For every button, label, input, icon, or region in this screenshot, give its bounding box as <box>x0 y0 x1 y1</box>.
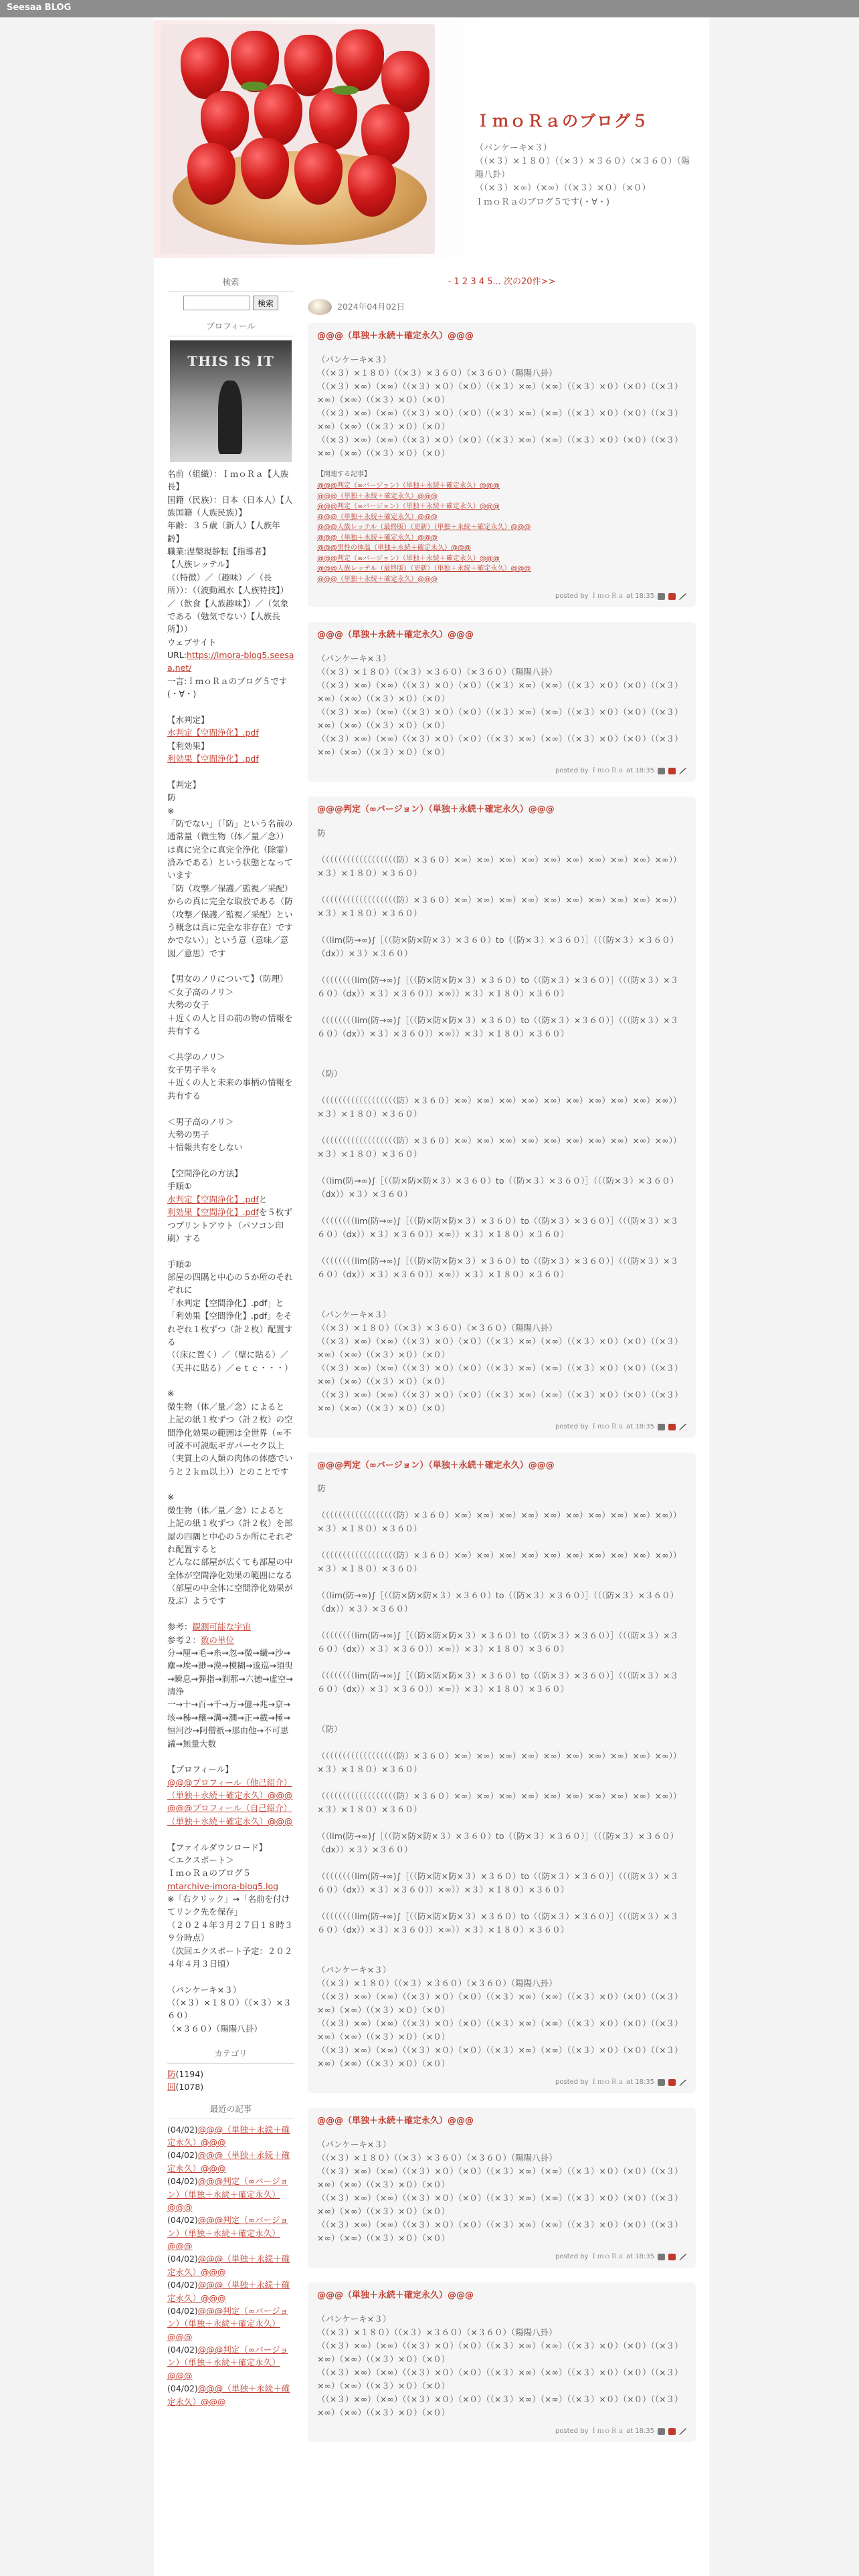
comment-icon[interactable] <box>658 768 665 774</box>
post-entry <box>308 2108 696 2268</box>
category-link[interactable]: 回 <box>167 2081 176 2092</box>
recent-link[interactable]: @@@（単独＋永続＋確定永久）@@@ <box>167 2383 290 2407</box>
related-link[interactable]: @@@（単独＋永続＋確定永久）@@@ <box>317 513 438 521</box>
post-body: （パンケーキ×３） （（×３）×１８０）（（×３）×３６０）（×３６０）（陽陽八卦） （（×３）×∞）（×∞）（（×３）×０）（×０）（（×３）×∞）（×∞）（（×３）×０）（×０）（（×３）×∞）（×∞）（（×３）×０）（×０） （（×３）×∞）（×∞）（（×３）×０）（×０）（（×３）×∞）（×∞）（（×３）×０）（×０）（（×３）×∞）（×∞）（（×３）×０）（×０） （（×３）×∞）（×∞）（（×３）×０）（×０）（（×３）×∞）（×∞）（（×３）×０）（×０）（（×３）×∞）（×∞）（（×３）×０）（×０） <box>317 2314 683 2418</box>
related-link[interactable]: @@@（単独＋永続＋確定永久）@@@ <box>317 492 438 500</box>
recent-item: (04/02)@@@（単独＋永続＋確定永久）@@@ <box>167 2150 290 2173</box>
related-articles <box>317 469 686 585</box>
recent-item: (04/02)@@@（単独＋永続＋確定永久）@@@ <box>167 2124 290 2147</box>
trackback-icon[interactable] <box>668 2428 676 2435</box>
edit-pencil-icon[interactable] <box>679 768 686 774</box>
post-body: （パンケーキ×３） （（×３）×１８０）（（×３）×３６０）（×３６０）（陽陽八卦） （（×３）×∞）（×∞）（（×３）×０）（×０）（（×３）×∞）（×∞）（（×３）×０）（×０）（（×３）×∞）（×∞）（（×３）×０）（×０） （（×３）×∞）（×∞）（（×３）×０）（×０）（（×３）×∞）（×∞）（（×３）×０）（×０）（（×３）×∞）（×∞）（（×３）×０）（×０） （（×３）×∞）（×∞）（（×３）×０）（×０）（（×３）×∞）（×∞）（（×３）×０）（×０）（（×３）×∞）（×∞）（（×３）×０）（×０） <box>317 354 683 458</box>
search-heading: 検索 <box>167 276 294 292</box>
water-judgement-pdf-link-2[interactable]: 水判定【空間浄化】.pdf <box>167 1194 259 1204</box>
post-entry <box>308 323 696 607</box>
post-entry <box>308 2282 696 2442</box>
water-judgement-pdf-link[interactable]: 水判定【空間浄化】.pdf <box>167 728 259 738</box>
search-form <box>167 296 294 310</box>
trackback-icon[interactable] <box>668 593 676 600</box>
seesaa-logo[interactable]: Seesaa BLOG <box>0 0 859 17</box>
related-link[interactable]: @@@判定（∞バージョン）（単独＋永続＋確定永久）@@@ <box>317 482 500 490</box>
effect-pdf-link-2[interactable]: 利効果【空間浄化】.pdf <box>167 1207 259 1218</box>
category-item: 回(1078) <box>167 2081 204 2092</box>
edit-pencil-icon[interactable] <box>679 2428 686 2435</box>
comment-icon[interactable] <box>658 1424 665 1430</box>
search-input[interactable] <box>183 296 250 310</box>
trackback-icon[interactable] <box>668 768 676 774</box>
comment-icon[interactable] <box>658 593 665 600</box>
profile-other-link[interactable]: @@@プロフィール（他己紹介）（単独＋永続＋確定永久）@@@ <box>167 1777 293 1800</box>
related-link[interactable]: @@@判定（∞バージョン）（単独＋永続＋確定永久）@@@ <box>317 503 500 511</box>
profile-text: 名前（組織）：ＩｍｏＲａ【人族長】 国籍（民族）：日本（日本人）【人族国籍（人族民族）】 年齢：３５歳（新人）【人族年齢】 職業:涅槃現静転【指導者】 【人族レッテル】 （（特徴）／（趣味）／（長所））：（（波動風水【人族特技】）／（飲食【人族趣味】）／（気象である（勉気でない）【人族長所】）） ウェブサイト URL:https://imora-blog5.seesaa.net/ 一言:ＩｍｏＲａのブログ５です(・∀・) 【水判定】 水判定【空間浄化】.pdf 【利効果】 利効果【空間浄化】.pdf 【判定】 防 ※ 「防でない」（「防」という名前の通常量（微生物（体／量／念））は真に完全に真完全浄化（除霊）済みである）という状態となっています 「防（攻撃／保護／監視／采配）からの真に完全な取放である（防（攻撃／保護／監視／采配）という概念は真に完全な非存在）ですかでない）」という意（意味／意図／意思）です 【男女のノリについて】（防理） ＜女子高のノリ＞ 大勢の女子 ＋近くの人と目の前の物の情報を共有する ＜共学のノリ＞ 女子男子半々 ＋近くの人と未来の事柄の情報を共有する ＜男子高のノリ＞ 大勢の男子 ＋情報共有をしない 【空間浄化の方法】 手順① 水判定【空間浄化】.pdfと 利効果【空間浄化】.pdfを５枚ずつプリントアウト（パソコン印刷）する 手順② 部屋の四隅と中心の５か所のそれぞれに 「水判定【空間浄化】.pdf」と「利効果【空間浄化】.pdf」をそれぞれ１枚ずつ（計２枚）配置する （（床に置く）／（壁に貼る）／（天井に貼る）／ｅｔｃ・・・） ※ 微生物（体／量／念）によると 上記の紙１枚ずつ（計２枚）の空間浄化効果の範囲は全世界（∞不可説不可説転ギガパーセク以上（実質上の人類の肉体の体感でいうと２ｋｍ以上））とのことです ※ 微生物（体／量／念）によると 上記の紙１枚ずつ（計２枚）を部屋の四隅と中心の５か所にそれぞれ配置すると どんなに部屋が広くても部屋の中全体が空間浄化効果の範囲になる（部屋の中全体に空間浄化効果が及ぶ）ようです 参考：観測可能な宇宙 参考２：数の単位 分→厘→毛→糸→忽→微→繊→沙→塵→埃→渺→漠→模糊→逡巡→須臾→瞬息→弾指→刹那→六徳→虚空→清浄 一→十→百→千→万→億→兆→京→垓→秭→穣→溝→澗→正→載→極→恒河沙→阿僧祇→那由他→不可思議→無量大数 【プロフィール】 @@@プロフィール（他己紹介）（単独＋永続＋確定永久）@@@ @@@プロフィール（自己紹介）（単独＋永続＋確定永久）@@@ 【ファイルダウンロード】 ＜エクスポート＞ ＩｍｏＲａのブログ５ mtarchive-imora-blog5.log ※「右クリック」→「名前を付けてリンク先を保存」 （２０２４年３月２７日１８時３９分時点） （次回エクスポート予定：２０２４年４月３日頃） （パンケーキ×３） （（×３）×１８０）（（×３）×３６０） （×３６０）（陽陽八卦） <box>167 468 294 2034</box>
post-footer: posted by ＩｍｏＲａ at 18:35 <box>317 591 686 602</box>
recent-item: (04/02)@@@判定（∞バージョン）（単独＋永続＋確定永久）@@@ <box>167 2215 288 2251</box>
recent-link[interactable]: @@@（単独＋永続＋確定永久）@@@ <box>167 2254 290 2277</box>
recent-item: (04/02)@@@（単独＋永続＋確定永久）@@@ <box>167 2383 290 2407</box>
observable-universe-link[interactable]: 観測可能な宇宙 <box>192 1622 252 1632</box>
post-entry <box>308 622 696 782</box>
recent-link[interactable]: @@@判定（∞バージョン）（単独＋永続＋確定永久）@@@ <box>167 2305 288 2342</box>
main-content <box>308 272 696 2457</box>
post-title[interactable]: @@@（単独＋永続＋確定永久）@@@ <box>317 2290 474 2301</box>
number-units-link[interactable]: 数の単位 <box>201 1634 235 1645</box>
related-link[interactable]: @@@人族レッテル（最終版）（更新）（単独＋永続＋確定永久）@@@ <box>317 524 531 532</box>
profile-heading: プロフィール <box>167 320 294 336</box>
trackback-icon[interactable] <box>668 2079 676 2086</box>
export-log-link[interactable]: mtarchive-imora-blog5.log <box>167 1881 279 1891</box>
recent-item: (04/02)@@@（単独＋永続＋確定永久）@@@ <box>167 2254 290 2277</box>
blog-title[interactable]: ＩｍｏＲａのブログ５ <box>475 112 649 130</box>
post-title[interactable]: @@@判定（∞バージョン）（単独＋永続＋確定永久）@@@ <box>317 1460 555 1471</box>
comment-icon[interactable] <box>658 2079 665 2086</box>
recent-item: (04/02)@@@判定（∞バージョン）（単独＋永続＋確定永久）@@@ <box>167 2176 288 2212</box>
recent-link[interactable]: @@@（単独＋永続＋確定永久）@@@ <box>167 2150 290 2173</box>
date-icon <box>308 299 332 315</box>
post-title[interactable]: @@@（単独＋永続＋確定永久）@@@ <box>317 2116 474 2127</box>
edit-pencil-icon[interactable] <box>679 593 686 600</box>
post-footer: posted by ＩｍｏＲａ at 18:35 <box>317 1422 686 1432</box>
post-date: 2024年04月02日 <box>337 301 405 312</box>
post-title[interactable]: @@@（単独＋永続＋確定永久）@@@ <box>317 630 474 641</box>
related-heading: 【関連する記事】 <box>317 470 371 478</box>
edit-pencil-icon[interactable] <box>679 1424 686 1430</box>
comment-icon[interactable] <box>658 2254 665 2260</box>
category-item: 防(1194) <box>167 2068 204 2079</box>
related-link[interactable]: @@@男性の体温（単独＋永続＋確定永久）@@@ <box>317 544 471 552</box>
post-footer: posted by ＩｍｏＲａ at 18:35 <box>317 766 686 776</box>
profile-self-link[interactable]: @@@プロフィール（自己紹介）（単独＋永続＋確定永久）@@@ <box>167 1803 293 1826</box>
recent-list <box>167 2123 294 2408</box>
profile-avatar <box>170 340 292 462</box>
related-link[interactable]: @@@（単独＋永続＋確定永久）@@@ <box>317 534 438 542</box>
recent-item: (04/02)@@@判定（∞バージョン）（単独＋永続＋確定永久）@@@ <box>167 2305 288 2342</box>
strawberry-tart-image <box>161 24 435 254</box>
category-list <box>167 2068 294 2094</box>
page-container <box>154 17 709 2576</box>
recent-link[interactable]: @@@（単独＋永続＋確定永久）@@@ <box>167 2280 290 2303</box>
effect-pdf-link[interactable]: 利効果【空間浄化】.pdf <box>167 754 259 764</box>
recent-item: (04/02)@@@判定（∞バージョン）（単独＋永続＋確定永久）@@@ <box>167 2345 288 2381</box>
post-body: （パンケーキ×３） （（×３）×１８０）（（×３）×３６０）（×３６０）（陽陽八卦） （（×３）×∞）（×∞）（（×３）×０）（×０）（（×３）×∞）（×∞）（（×３）×０）（×０）（（×３）×∞）（×∞）（（×３）×０）（×０） （（×３）×∞）（×∞）（（×３）×０）（×０）（（×３）×∞）（×∞）（（×３）×０）（×０）（（×３）×∞）（×∞）（（×３）×０）（×０） （（×３）×∞）（×∞）（（×３）×０）（×０）（（×３）×∞）（×∞）（（×３）×０）（×０）（（×３）×∞）（×∞）（（×３）×０）（×０） <box>317 2139 683 2244</box>
avatar-caption: THIS IS IT <box>187 352 274 369</box>
recent-item: (04/02)@@@（単独＋永続＋確定永久）@@@ <box>167 2280 290 2303</box>
pager[interactable]: - 1 2 3 4 5... 次の20件>> <box>448 277 556 287</box>
sidebar <box>167 272 294 2408</box>
recent-link[interactable]: @@@判定（∞バージョン）（単独＋永続＋確定永久）@@@ <box>167 2345 288 2381</box>
post-body: 防 （（（（（（（（（（（（（（（（（（防）×３６０）×∞）×∞）×∞）×∞）×∞）×∞）×∞）×∞）×∞）×∞））×３）×１８０）×３６０） （（（（（（（（（（（（（（（（（（防）×３６０）×∞）×∞）×∞）×∞）×∞）×∞）×∞）×∞）×∞）×∞））×３）×１８０）×３６０） （（lim(防→∞)∫［（（防×防×防×３）×３６０）to（（防×３）×３６０）］（（（防×３）×３６０）（dx））×３）×３６０） （（（（（（（（lim(防→∞)∫［（（防×防×防×３）×３６０）to（（防×３）×３６０）］（（（防×３）×３６０）（dx））×３）×３６０））×∞））×３）×１８０）×３６０） （（（（（（（（lim(防→∞)∫［（（防×防×防×３）×３６０）to（（防×３）×３６０）］（（（防×３）×３６０）（dx））×３）×３６０））×∞））×３）×１８０）×３６０） （防） （（（（（（（（（（（（（（（（（（防）×３６０）×∞）×∞）×∞）×∞）×∞）×∞）×∞）×∞）×∞）×∞））×３）×１８０）×３６０） （（（（（（（（（（（（（（（（（（防）×３６０）×∞）×∞）×∞）×∞）×∞）×∞）×∞）×∞）×∞）×∞））×３）×１８０）×３６０） （（lim(防→∞)∫［（（防×防×防×３）×３６０）to（（防×３）×３６０）］（（（防×３）×３６０）（dx））×３）×３６０） （（（（（（（（lim(防→∞)∫［（（防×防×防×３）×３６０）to（（防×３）×３６０）］（（（防×３）×３６０）（dx））×３）×３６０））×∞））×３）×１８０）×３６０） （（（（（（（（lim(防→∞)∫［（（防×防×防×３）×３６０）to（（防×３）×３６０）］（（（防×３）×３６０）（dx））×３）×３６０））×∞））×３）×１８０）×３６０） （パンケーキ×３） （（×３）×１８０）（（×３）×３６０）（×３６０）（陽陽八卦） （（×３）×∞）（×∞）（（×３）×０）（×０）（（×３）×∞）（×∞）（（×３）×０）（×０）（（×３）×∞）（×∞）（（×３）×０）（×０） （（×３）×∞）（×∞）（（×３）×０）（×０）（（×３）×∞）（×∞）（（×３）×０）（×０）（（×３）×∞）（×∞）（（×３）×０）（×０） （（×３）×∞）（×∞）（（×３）×０）（×０）（（×３）×∞）（×∞）（（×３）×０）（×０）（（×３）×∞）（×∞）（（×３）×０）（×０） <box>317 1483 683 2069</box>
post-footer: posted by ＩｍｏＲａ at 18:35 <box>317 2077 686 2088</box>
post-footer: posted by ＩｍｏＲａ at 18:35 <box>317 2426 686 2437</box>
blog-header <box>154 20 709 258</box>
profile-url-link[interactable]: https://imora-blog5.seesaa.net/ <box>167 650 294 673</box>
related-link[interactable]: @@@判定（∞バージョン）（単独＋永続＋確定永久）@@@ <box>317 554 500 562</box>
post-body: 防 （（（（（（（（（（（（（（（（（（防）×３６０）×∞）×∞）×∞）×∞）×∞）×∞）×∞）×∞）×∞）×∞））×３）×１８０）×３６０） （（（（（（（（（（（（（（（（（（防）×３６０）×∞）×∞）×∞）×∞）×∞）×∞）×∞）×∞）×∞）×∞））×３）×１８０）×３６０） （（lim(防→∞)∫［（（防×防×防×３）×３６０）to（（防×３）×３６０）］（（（防×３）×３６０）（dx））×３）×３６０） （（（（（（（（lim(防→∞)∫［（（防×防×防×３）×３６０）to（（防×３）×３６０）］（（（防×３）×３６０）（dx））×３）×３６０））×∞））×３）×１８０）×３６０） （（（（（（（（lim(防→∞)∫［（（防×防×防×３）×３６０）to（（防×３）×３６０）］（（（防×３）×３６０）（dx））×３）×３６０））×∞））×３）×１８０）×３６０） （防） （（（（（（（（（（（（（（（（（（防）×３６０）×∞）×∞）×∞）×∞）×∞）×∞）×∞）×∞）×∞）×∞））×３）×１８０）×３６０） （（（（（（（（（（（（（（（（（（防）×３６０）×∞）×∞）×∞）×∞）×∞）×∞）×∞）×∞）×∞）×∞））×３）×１８０）×３６０） （（lim(防→∞)∫［（（防×防×防×３）×３６０）to（（防×３）×３６０）］（（（防×３）×３６０）（dx））×３）×３６０） （（（（（（（（lim(防→∞)∫［（（防×防×防×３）×３６０）to（（防×３）×３６０）］（（（防×３）×３６０）（dx））×３）×３６０））×∞））×３）×１８０）×３６０） （（（（（（（（lim(防→∞)∫［（（防×防×防×３）×３６０）to（（防×３）×３６０）］（（（防×３）×３６０）（dx））×３）×３６０））×∞））×３）×１８０）×３６０） （パンケーキ×３） （（×３）×１８０）（（×３）×３６０）（×３６０）（陽陽八卦） （（×３）×∞）（×∞）（（×３）×０）（×０）（（×３）×∞）（×∞）（（×３）×０）（×０）（（×３）×∞）（×∞）（（×３）×０）（×０） （（×３）×∞）（×∞）（（×３）×０）（×０）（（×３）×∞）（×∞）（（×３）×０）（×０）（（×３）×∞）（×∞）（（×３）×０）（×０） （（×３）×∞）（×∞）（（×３）×０）（×０）（（×３）×∞）（×∞）（（×３）×０）（×０）（（×３）×∞）（×∞）（（×３）×０）（×０） <box>317 827 683 1413</box>
trackback-icon[interactable] <box>668 2254 676 2260</box>
category-link[interactable]: 防 <box>167 2068 176 2079</box>
related-link[interactable]: @@@（単独＋永続＋確定永久）@@@ <box>317 575 438 583</box>
trackback-icon[interactable] <box>668 1424 676 1430</box>
post-title[interactable]: @@@（単独＋永続＋確定永久）@@@ <box>317 330 474 341</box>
edit-pencil-icon[interactable] <box>679 2254 686 2260</box>
edit-pencil-icon[interactable] <box>679 2079 686 2086</box>
category-heading: カテゴリ <box>167 2047 294 2063</box>
recent-heading: 最近の記事 <box>167 2103 294 2119</box>
post-title[interactable]: @@@判定（∞バージョン）（単独＋永続＋確定永久）@@@ <box>317 804 555 815</box>
post-entry <box>308 1453 696 2094</box>
recent-link[interactable]: @@@判定（∞バージョン）（単独＋永続＋確定永久）@@@ <box>167 2176 288 2212</box>
post-body: （パンケーキ×３） （（×３）×１８０）（（×３）×３６０）（×３６０）（陽陽八卦） （（×３）×∞）（×∞）（（×３）×０）（×０）（（×３）×∞）（×∞）（（×３）×０）（×０）（（×３）×∞）（×∞）（（×３）×０）（×０） （（×３）×∞）（×∞）（（×３）×０）（×０）（（×３）×∞）（×∞）（（×３）×０）（×０）（（×３）×∞）（×∞）（（×３）×０）（×０） （（×３）×∞）（×∞）（（×３）×０）（×０）（（×３）×∞）（×∞）（（×３）×０）（×０）（（×３）×∞）（×∞）（（×３）×０）（×０） <box>317 653 683 757</box>
search-button[interactable]: 検索 <box>253 296 278 310</box>
post-footer: posted by ＩｍｏＲａ at 18:35 <box>317 2252 686 2262</box>
comment-icon[interactable] <box>658 2428 665 2435</box>
date-row <box>308 299 696 315</box>
recent-link[interactable]: @@@判定（∞バージョン）（単独＋永続＋確定永久）@@@ <box>167 2215 288 2251</box>
recent-link[interactable]: @@@（単独＋永続＋確定永久）@@@ <box>167 2124 290 2147</box>
post-entry <box>308 796 696 1438</box>
related-link[interactable]: @@@人族レッテル（最終版）（更新）（単独＋永続＋確定永久）@@@ <box>317 565 531 573</box>
blog-description: （パンケーキ×３） （（×３）×１８０）（（×３）×３６０）（×３６０）（陽陽八卦） （（×３）×∞）（×∞）（（×３）×０）（×０） ＩｍｏＲａのブログ５です(・∀・) <box>475 143 690 207</box>
